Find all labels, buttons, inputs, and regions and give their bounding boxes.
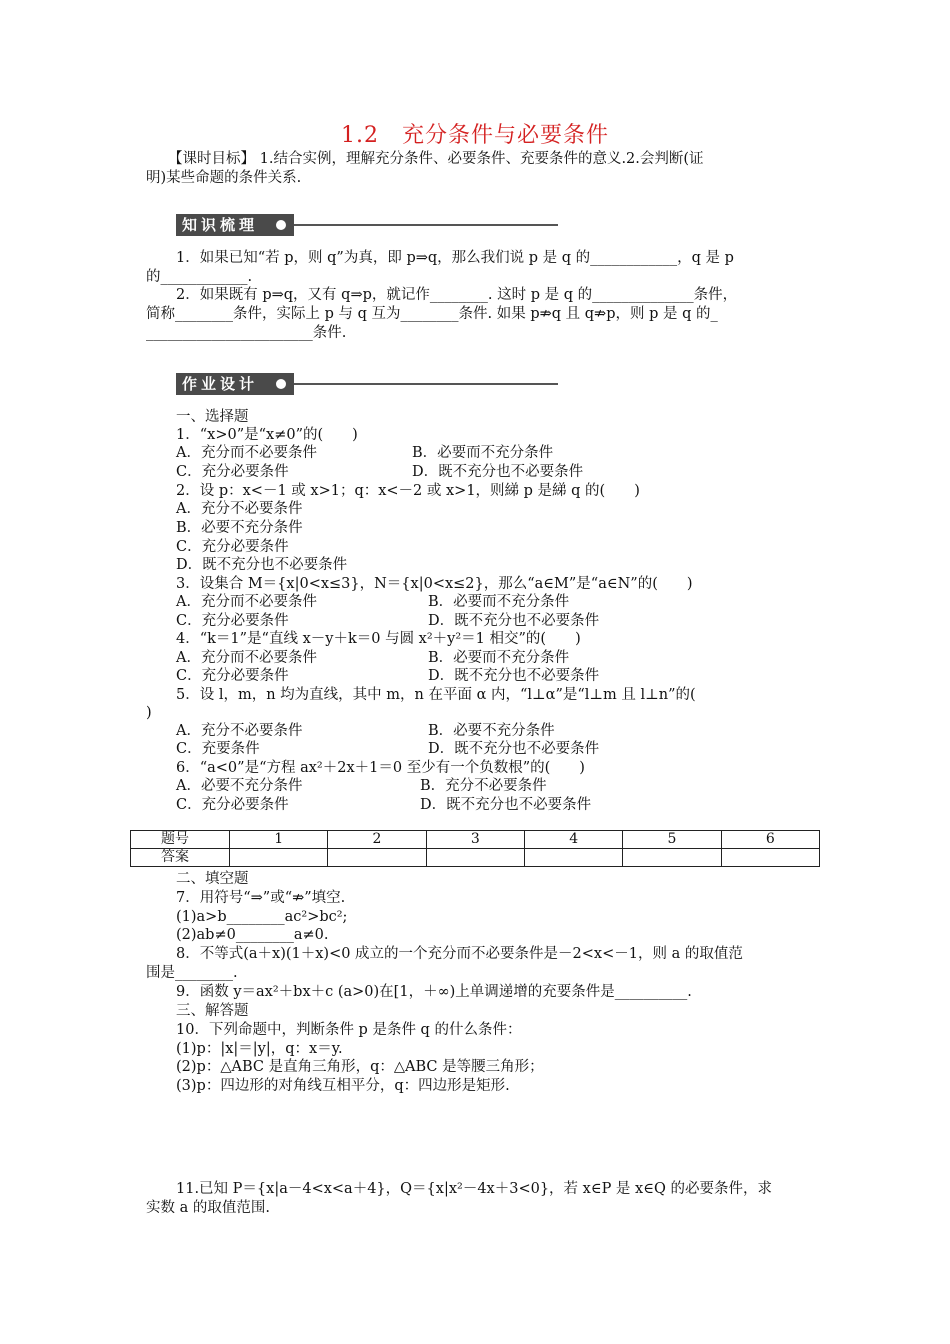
question-line: D．既不充分也不必要条件 bbox=[176, 557, 348, 573]
section-banner-knowledge bbox=[176, 214, 558, 236]
question-line: 8．不等式(a＋x)(1＋x)<0 成立的一个充分而不必要条件是－2<x<－1，则 a 的取值范 bbox=[176, 946, 743, 962]
question-line: (1)a>b________ac²>bc²; bbox=[176, 909, 348, 925]
question-line: 7．用符号“⇒”或“⇏”填空. bbox=[176, 890, 346, 906]
table-cell: 3 bbox=[426, 831, 524, 849]
question-line: D．既不充分也不必要条件 bbox=[428, 741, 600, 757]
table-row-label: 答案 bbox=[131, 849, 230, 867]
question-line: A．必要不充分条件 bbox=[176, 778, 303, 794]
question-line: 二、填空题 bbox=[176, 871, 249, 887]
section-rule bbox=[294, 383, 558, 385]
knowledge-line: 1．如果已知“若 p，则 q”为真，即 p⇒q，那么我们说 p 是 q 的____________，q 是 p bbox=[176, 250, 734, 266]
section-title-homework: 作业设计 bbox=[176, 373, 294, 395]
question-line: ) bbox=[146, 705, 152, 721]
question-line: (1)p：|x|＝|y|，q：x＝y. bbox=[176, 1041, 343, 1057]
answer-table bbox=[130, 830, 820, 867]
question-line: B．必要而不充分条件 bbox=[428, 650, 570, 666]
table-cell: 1 bbox=[230, 831, 328, 849]
question-line: D．既不充分也不必要条件 bbox=[412, 464, 584, 480]
question-line: (2)ab≠0________a≠0. bbox=[176, 927, 329, 943]
question-line: C．充分必要条件 bbox=[176, 613, 289, 629]
question-line: C．充分必要条件 bbox=[176, 797, 289, 813]
answer-cell[interactable] bbox=[721, 849, 819, 867]
question-line: (2)p：△ABC 是直角三角形，q：△ABC 是等腰三角形； bbox=[176, 1059, 544, 1075]
question-line: (3)p：四边形的对角线互相平分，q：四边形是矩形. bbox=[176, 1078, 510, 1094]
section-banner-homework bbox=[176, 373, 558, 395]
question-line: B．必要而不充分条件 bbox=[428, 594, 570, 610]
question-line: C．充要条件 bbox=[176, 741, 260, 757]
question-line: 围是________. bbox=[146, 965, 238, 981]
table-row bbox=[131, 849, 820, 867]
question-line: D．既不充分也不必要条件 bbox=[428, 613, 600, 629]
knowledge-line: 简称________条件，实际上 p 与 q 互为________条件. 如果 p⇏q 且 q⇏p，则 p 是 q 的_ bbox=[146, 306, 718, 322]
question-line: 1．“x>0”是“x≠0”的( ) bbox=[176, 427, 358, 443]
question-line: B．必要不充分条件 bbox=[176, 520, 303, 536]
knowledge-line: _______________________条件. bbox=[146, 325, 347, 341]
question-line: A．充分而不必要条件 bbox=[176, 650, 317, 666]
answer-cell[interactable] bbox=[328, 849, 426, 867]
table-row-label: 题号 bbox=[131, 831, 230, 849]
question-line: 2．设 p：x<－1 或 x>1；q：x<－2 或 x>1，则綈 p 是綈 q 的( ) bbox=[176, 483, 640, 499]
question-line: D．既不充分也不必要条件 bbox=[420, 797, 592, 813]
table-row bbox=[131, 831, 820, 849]
section-title-knowledge: 知识梳理 bbox=[176, 214, 294, 236]
question-line: A．充分不必要条件 bbox=[176, 501, 303, 517]
bullet-dot-icon bbox=[276, 220, 286, 230]
question-line: C．充分必要条件 bbox=[176, 668, 289, 684]
question-line: 实数 a 的取值范围. bbox=[146, 1200, 270, 1216]
question-line: 6．“a<0”是“方程 ax²＋2x＋1＝0 至少有一个负数根”的( ) bbox=[176, 760, 585, 776]
question-line: A．充分而不必要条件 bbox=[176, 594, 317, 610]
table-cell: 6 bbox=[721, 831, 819, 849]
question-line: 11.已知 P＝{x|a－4<x<a＋4}，Q＝{x|x²－4x＋3<0}，若 x∈P 是 x∈Q 的必要条件，求 bbox=[176, 1181, 772, 1197]
table-cell: 4 bbox=[524, 831, 622, 849]
question-line: A．充分不必要条件 bbox=[176, 723, 303, 739]
objective-line-2: 明)某些命题的条件关系. bbox=[146, 170, 302, 186]
knowledge-line: 2．如果既有 p⇒q，又有 q⇒p，就记作________. 这时 p 是 q 的______________条件， bbox=[176, 287, 738, 303]
question-line: B．充分不必要条件 bbox=[420, 778, 547, 794]
question-line: B．必要不充分条件 bbox=[428, 723, 555, 739]
question-line: B．必要而不充分条件 bbox=[412, 445, 554, 461]
section-rule bbox=[294, 224, 558, 226]
question-line: 10．下列命题中，判断条件 p 是条件 q 的什么条件： bbox=[176, 1022, 522, 1038]
part-heading-choice: 一、选择题 bbox=[176, 409, 249, 425]
objective-line-1: 【课时目标】 1.结合实例，理解充分条件、必要条件、充要条件的意义.2.会判断(证 bbox=[168, 151, 704, 167]
answer-cell[interactable] bbox=[230, 849, 328, 867]
answer-cell[interactable] bbox=[623, 849, 721, 867]
question-line: 4．“k＝1”是“直线 x－y＋k＝0 与圆 x²＋y²＝1 相交”的( ) bbox=[176, 631, 581, 647]
question-line: 5．设 l，m，n 均为直线，其中 m，n 在平面 α 内，“l⊥α”是“l⊥m 且 l⊥n”的( bbox=[176, 687, 696, 703]
question-line: 三、解答题 bbox=[176, 1003, 249, 1019]
question-line: 9．函数 y＝ax²＋bx＋c (a>0)在[1，＋∞)上单调递增的充要条件是__________. bbox=[176, 984, 692, 1000]
question-line: D．既不充分也不必要条件 bbox=[428, 668, 600, 684]
question-line: 3．设集合 M＝{x|0<x≤3}，N＝{x|0<x≤2}，那么“a∈M”是“a∈N”的( ) bbox=[176, 576, 693, 592]
answer-cell[interactable] bbox=[524, 849, 622, 867]
answer-cell[interactable] bbox=[426, 849, 524, 867]
question-line: A．充分而不必要条件 bbox=[176, 445, 317, 461]
page-title: 1.2 充分条件与必要条件 bbox=[341, 123, 609, 148]
bullet-dot-icon bbox=[276, 379, 286, 389]
knowledge-line: 的____________. bbox=[146, 269, 253, 285]
table-cell: 2 bbox=[328, 831, 426, 849]
table-cell: 5 bbox=[623, 831, 721, 849]
question-line: C．充分必要条件 bbox=[176, 464, 289, 480]
question-line: C．充分必要条件 bbox=[176, 539, 289, 555]
